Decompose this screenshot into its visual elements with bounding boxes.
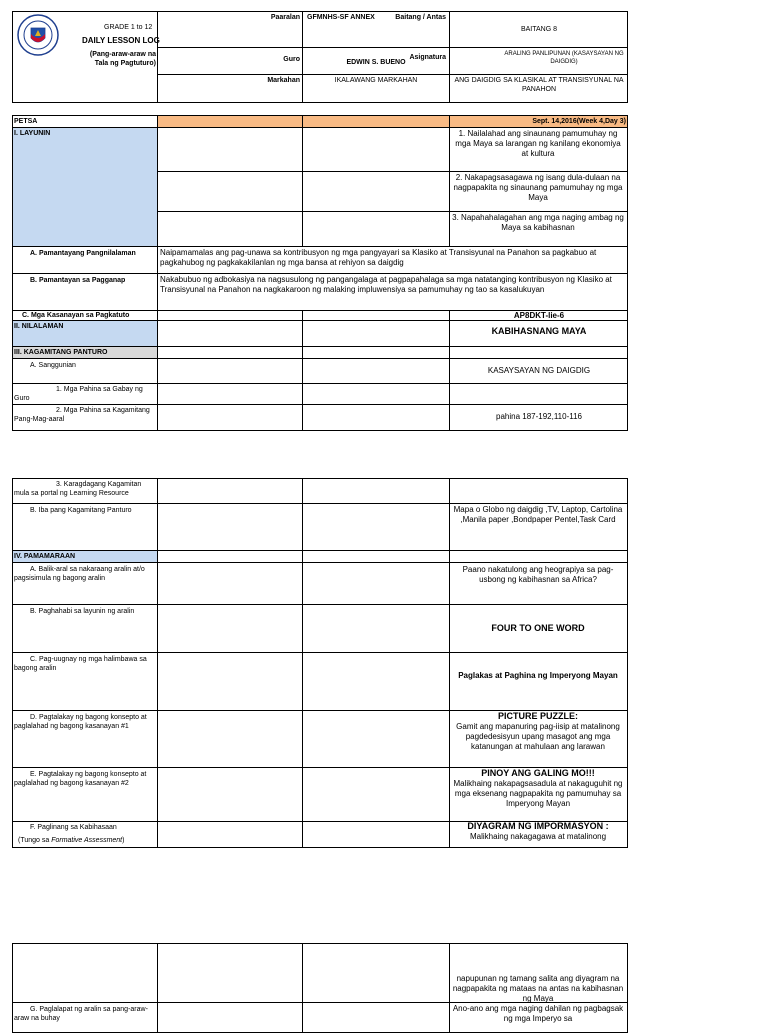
pinoy-value: Malikhaing nakapagsasadula at nakaguguhit ng mga eksenang nagpapakita ng pamumuhay sa Imperyong Mayan [453,779,623,808]
formative-label: (Tungo sa Formative Assessment) [18,837,125,844]
paglalapat-label: G. Paglalapat ng aralin sa pang-araw-araw na buhay [14,1006,148,1022]
pamantayan-sa-pagganap-label: B. Pamantayan sa Pagganap [30,277,126,284]
petsa-value: Sept. 14,2016(Week 4,Day 3) [532,118,626,125]
grade-label: GRADE 1 to 12 [104,24,153,31]
paaralan-label: Paaralan [270,14,300,21]
diyagram-value: Malikhaing nakagagawa at matalinong [469,832,607,841]
gabay-guro-label: 1. Mga Pahina sa Gabay ng Guro [14,386,143,402]
deped-seal-icon [17,14,59,56]
nilalaman-label: II. NILALAMAN [14,323,64,330]
dll-title: DAILY LESSON LOG [82,36,160,45]
baitang-value: BAITANG 8 [520,26,558,33]
pagtalakay-1-label: D. Pagtalakay ng bagong konsepto at paglalahad ng bagong kasanayan #1 [14,714,147,730]
asignatura-value: ARALING PANLIPUNAN (KASAYSAYAN NG DAIGDIG) [504,51,624,65]
picture-puzzle-value: Gamit ang mapanuring pag-iisip at matalinong pagdedesisyun upang masagot ang mga katanungan at mahulaan ang larawan [456,722,620,751]
layunin-1: 1. Nailalahad ang sinaunang pamumuhay ng mga Maya sa larangan ng kanilang ekonomiya at kultura [455,129,621,158]
kasanayan-label: C. Mga Kasanayan sa Pagkatuto [22,312,130,319]
pag-uugnay-value: Paglakas at Paghina ng Imperyong Mayan [458,671,618,680]
layunin-label: I. LAYUNIN [14,130,51,137]
pinoy-title: PINOY ANG GALING MO!!! [481,768,595,778]
baitang-label: Baitang / Antas [395,14,446,21]
balik-aral-value: Paano nakatulong ang heograpiya sa pag-usbong ng kabihasnan sa Africa? [462,565,614,584]
pamantayang-pangnilalaman-label: A. Pamantayang Pangnilalaman [30,250,136,257]
nilalaman-value: KABIHASNANG MAYA [491,326,587,336]
pang-mag-aaral-label: 2. Mga Pahina sa Kagamitang Pang-Mag-aaral [14,407,150,423]
paaralan-value: GFMNHS-SF ANNEX [307,14,375,21]
paksa-value: ANG DAIGDIG SA KLASIKAL AT TRANSISYUNAL NA PANAHON [454,77,624,93]
petsa-label: PETSA [14,118,38,125]
paghahabi-value: FOUR TO ONE WORD [491,623,585,633]
pamantayang-pangnilalaman-value: Naipamamalas ang pag-unawa sa kontribusyon ng mga pangyayari sa Klasiko at Transisyunal na Panahon sa pagkabuo at pagkahubog ng pagkakakilanlan ng mga bansa at rehiyon sa daigdig [160,248,597,267]
diyagram-title: DIYAGRAM NG IMPORMASYON : [467,821,609,831]
guro-label: Guro [283,56,300,63]
paglinang-label: F. Paglinang sa Kabihasaan [30,824,117,831]
dll-subtitle: (Pang-araw-araw na Tala ng Pagtuturo) [89,51,156,67]
pang-mag-aaral-value: pahina 187-192,110-116 [496,412,582,421]
markahan-value: IKALAWANG MARKAHAN [334,77,418,84]
asignatura-label: Asignatura [409,54,446,61]
paghahabi-label: B. Paghahabi sa layunin ng aralin [30,608,135,615]
balik-aral-label: A. Balik-aral sa nakaraang aralin at/o pagsisimula ng bagong aralin [14,566,145,582]
pag-uugnay-label: C. Pag-uugnay ng mga halimbawa sa bagong aralin [14,656,147,672]
paglalapat-value: Ano-ano ang mga naging dahilan ng pagbagsak ng mga Imperyo sa [452,1004,624,1023]
kagamitang-panturo-label: III. KAGAMITANG PANTURO [14,349,108,356]
iba-pang-kagamitan-value: Mapa o Globo ng daigdig ,TV, Laptop, Cartolina ,Manila paper ,Bondpaper Pentel,Task Card [453,505,623,524]
kasanayan-value: AP8DKT-lie-6 [513,311,565,320]
pamantayan-sa-pagganap-value: Nakabubuo ng adbokasiya na nagsusulong ng pangangalaga at pagpapahalaga sa mga natatanging kontribusyon ng Klasiko at Transisyunal na Panahon na nagkakaroon ng malaking impluwensiya sa pamumuhay ng tao sa kasalukuyan [160,275,612,294]
diyagram-continued-value: napupunan ng tamang salita ang diyagram na nagpapakita ng mataas na antas na kabihasnan ng Maya [452,974,624,1003]
sanggunian-value: KASAYSAYAN NG DAIGDIG [487,366,591,375]
guro-value: EDWIN S. BUENO [346,59,406,66]
layunin-2: 2. Nakapagsasagawa ng isang dula-dulaan na nagpapakita ng sinaunang pamumuhay ng mga Maya [453,173,623,202]
iba-pang-kagamitan-label: B. Iba pang Kagamitang Panturo [30,507,132,514]
sanggunian-label: A. Sanggunian [30,362,76,369]
pamamaraan-label: IV. PAMAMARAAN [14,553,76,560]
karagdagang-kagamitan-label: 3. Karagdagang Kagamitan mula sa portal ng Learning Resource [14,481,142,497]
markahan-label: Markahan [267,77,300,84]
layunin-3: 3. Napahahalagahan ang mga naging ambag ng Maya sa kabihasnan [452,213,624,232]
picture-puzzle-title: PICTURE PUZZLE: [498,711,578,721]
pagtalakay-2-label: E. Pagtalakay ng bagong konsepto at paglalahad ng bagong kasanayan #2 [14,771,147,787]
